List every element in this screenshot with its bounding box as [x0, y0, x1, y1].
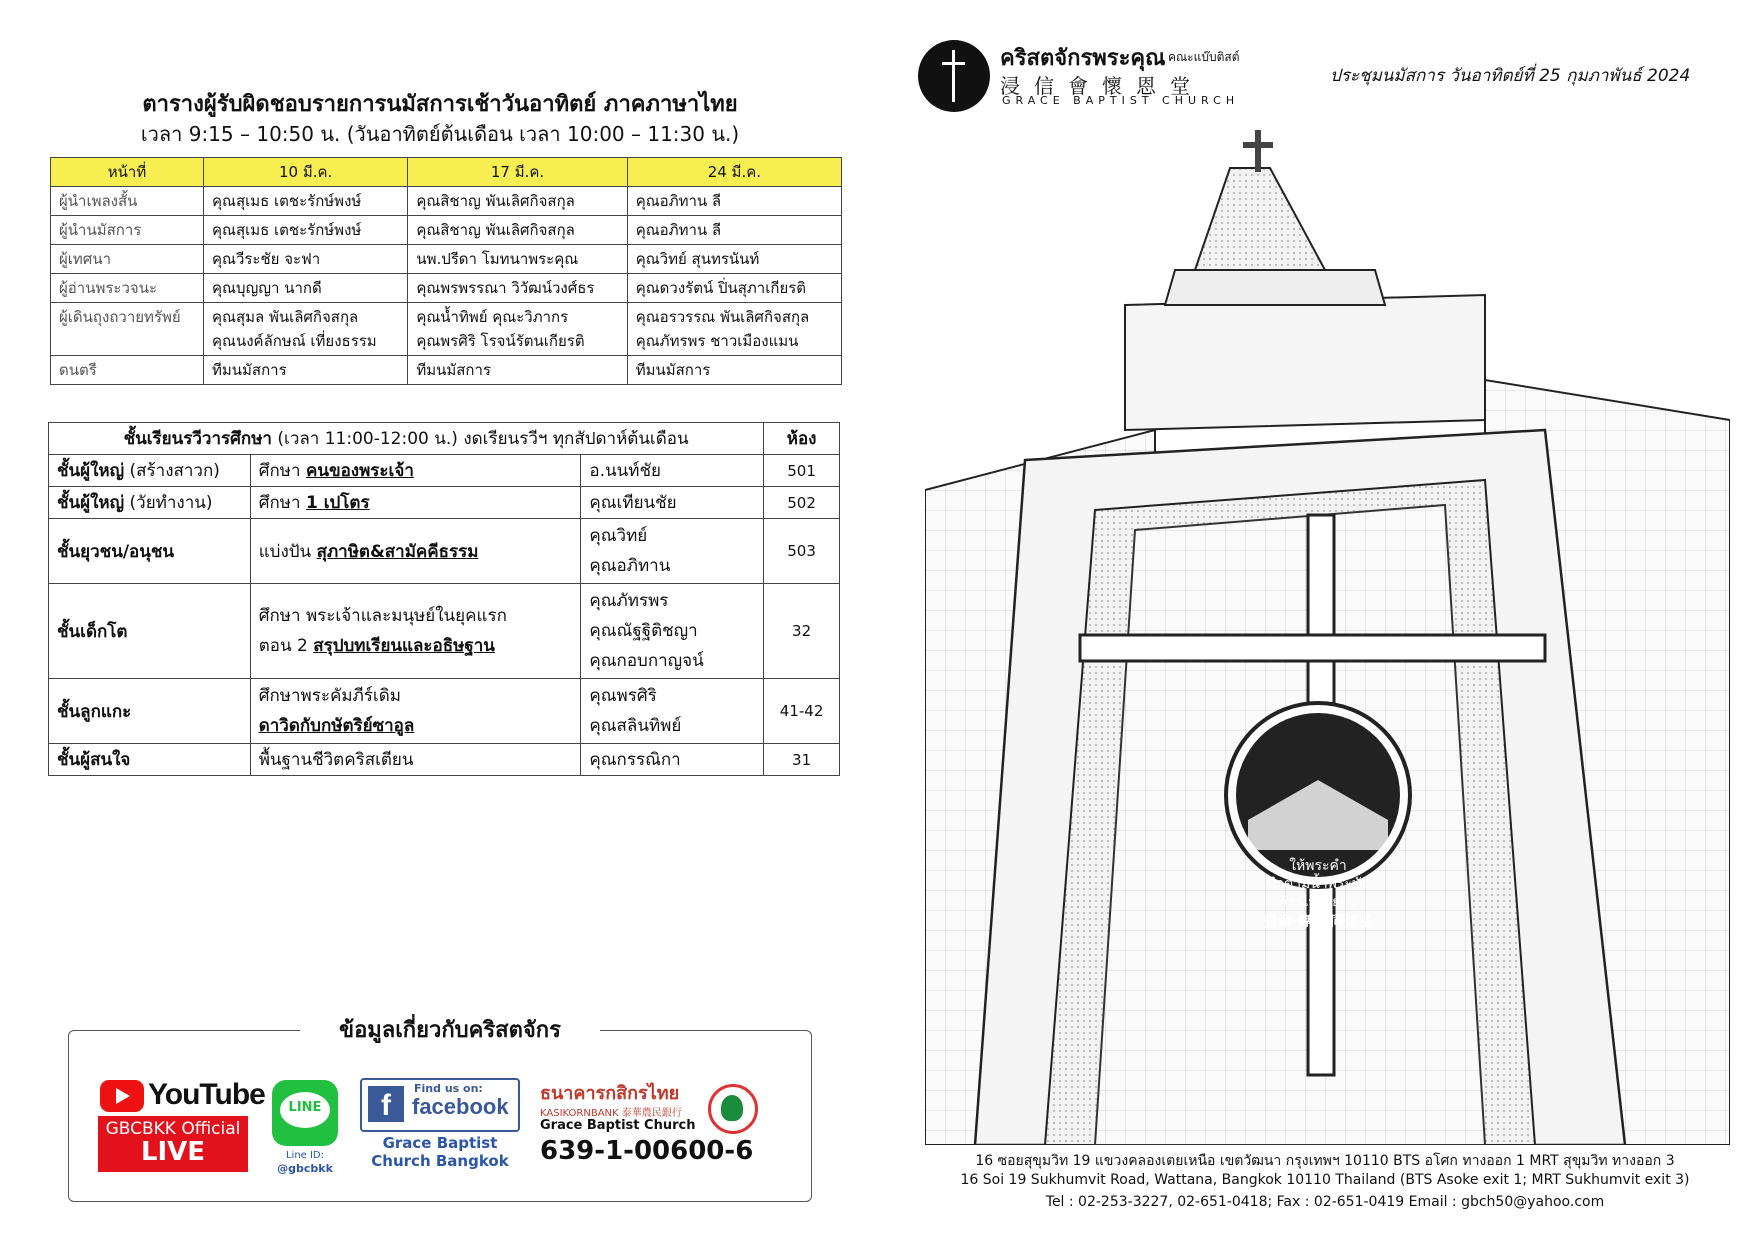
- person-cell: คุณสิชาญ พันเลิศกิจสกุล: [408, 187, 627, 216]
- header-role: หน้าที่: [51, 158, 204, 187]
- person-cell: คุณอภิทาน ลี: [627, 216, 841, 245]
- class-topic: พื้นฐานชีวิตคริสเตียน: [250, 744, 581, 776]
- teacher-name: คุณอภิทาน: [589, 556, 671, 576]
- role-cell: ผู้เดินถุงถวายทรัพย์: [51, 303, 204, 356]
- youtube-channel: GBCBKK Official: [105, 1119, 241, 1139]
- person-cell: คุณวีระชัย จะฟา: [204, 245, 408, 274]
- class-topic: [250, 455, 581, 487]
- topic-highlight: สุภาษิต&สามัคคีธรรม: [316, 541, 479, 562]
- church-logo-icon: [918, 40, 990, 112]
- person-cell: [408, 303, 627, 356]
- person-cell: [204, 303, 408, 356]
- teacher-name: คุณวิทย์: [589, 526, 648, 546]
- teacher-name: คุณณัฐฐิติชญา: [589, 621, 698, 641]
- class-header-row: [49, 423, 840, 455]
- facebook-box: [360, 1078, 520, 1132]
- table-row: [49, 679, 840, 744]
- class-name-sub: (วัยทำงาน): [124, 493, 213, 513]
- class-topic: [250, 487, 581, 519]
- person-cell: คุณสิชาญ พันเลิศกิจสกุล: [408, 216, 627, 245]
- kbank-logo-icon: [708, 1084, 758, 1134]
- table-row: [51, 187, 842, 216]
- person-cell: คุณอภิทาน ลี: [627, 187, 841, 216]
- table-row: [51, 356, 842, 385]
- teacher-name: คุณกอบกาญจน์: [589, 651, 704, 671]
- class-room: 41-42: [764, 679, 840, 744]
- person-cell: นพ.ปรีดา โมทนาพระคุณ: [408, 245, 627, 274]
- role-cell: ดนตรี: [51, 356, 204, 385]
- bank-account-name: Grace Baptist Church: [540, 1118, 696, 1133]
- contact-info: Tel : 02-253-3227, 02-651-0418; Fax : 02-651-0419 Email : gbch50@yahoo.com: [1045, 1194, 1605, 1210]
- topic-highlight: 1 เปโตร: [305, 493, 370, 513]
- church-name-th: คริสตจักรพระคุณ: [1000, 46, 1166, 71]
- person-cell: คุณสุเมธ เตชะรักษ์พงษ์: [204, 187, 408, 216]
- class-name-sub: (สร้างสาวก): [124, 461, 220, 481]
- topic-text: แบ่งปัน: [258, 541, 317, 562]
- schedule-table: [50, 157, 842, 385]
- church-name-zh: 浸信會懷恩堂: [1000, 74, 1204, 98]
- youtube-live: LIVE: [140, 1137, 206, 1167]
- room-header: ห้อง: [764, 423, 840, 455]
- person-cell: [627, 303, 841, 356]
- line-icon: [272, 1080, 338, 1146]
- bank-name-en: [540, 1104, 682, 1119]
- person-name: คุณสุมล พันเลิศกิจสกุล: [212, 308, 359, 326]
- class-header-note: (เวลา 11:00-12:00 น.) งดเรียนรวีฯ ทุกสัปดาห์ต้นเดือน: [271, 429, 689, 449]
- youtube-badge[interactable]: [98, 1078, 265, 1172]
- header-date: 17 มี.ค.: [408, 158, 627, 187]
- facebook-page-name: Church Bangkok: [371, 1152, 509, 1170]
- facebook-page-name: Grace Baptist: [382, 1134, 498, 1152]
- person-cell: คุณบุญญา นากดี: [204, 274, 408, 303]
- class-teacher: คุณเทียนชัย: [581, 487, 764, 519]
- person-cell: คุณดวงรัตน์ ปิ่นสุภาเกียรติ: [627, 274, 841, 303]
- class-topic: [250, 584, 581, 679]
- class-room: 32: [764, 584, 840, 679]
- table-row: [51, 216, 842, 245]
- facebook-badge[interactable]: [360, 1078, 520, 1178]
- topic-text: ตอน 2: [258, 636, 314, 656]
- facebook-find: Find us on:: [414, 1082, 483, 1095]
- class-header: [49, 423, 764, 455]
- table-row: [49, 584, 840, 679]
- class-teacher: อ.นนท์ชัย: [581, 455, 764, 487]
- church-name-en: GRACE BAPTIST CHURCH: [1002, 94, 1240, 107]
- topic-text: ศึกษา: [258, 493, 306, 513]
- person-cell: ทีมนมัสการ: [204, 356, 408, 385]
- bank-name-en-text: KASIKORNBANK: [540, 1108, 619, 1119]
- line-badge[interactable]: [272, 1080, 342, 1176]
- church-building-illustration: [925, 130, 1730, 1145]
- emblem-text: นำตามน้ำพระทัย: [1266, 876, 1370, 892]
- class-header-bold: ชั้นเรียนรวีวารศึกษา: [123, 429, 272, 449]
- person-cell: คุณพรพรรณา วิวัฒน์วงศ์ธร: [408, 274, 627, 303]
- church-sub-th: คณะแบ๊บติสต์: [1168, 50, 1240, 64]
- emblem-text: ให้พระคำ: [1289, 858, 1347, 874]
- class-name-text: ชั้นผู้ใหญ่: [57, 461, 125, 481]
- role-cell: ผู้เทศนา: [51, 245, 204, 274]
- person-name: คุณน้ำทิพย์ คุณะวิภากร: [416, 308, 569, 326]
- class-teacher: [581, 584, 764, 679]
- schedule-title: ตารางผู้รับผิดชอบรายการนมัสการเช้าวันอาทิตย์ ภาคภาษาไทย: [142, 92, 738, 117]
- table-row: [49, 455, 840, 487]
- role-cell: ผู้อ่านพระวจนะ: [51, 274, 204, 303]
- class-room: 31: [764, 744, 840, 776]
- address-th: 16 ซอยสุขุมวิท 19 แขวงคลองเตยเหนือ เขตวัฒนา กรุงเทพฯ 10110 BTS อโศก ทางออก 1 MRT สุขุมวิท ทางออก 3: [975, 1153, 1675, 1169]
- person-cell: คุณสุเมธ เตชะรักษ์พงษ์: [204, 216, 408, 245]
- person-name: คุณภัทรพร ชาวเมืองแมน: [635, 332, 799, 350]
- line-id: @gbcbkk: [277, 1162, 333, 1175]
- teacher-name: คุณภัทรพร: [589, 591, 669, 611]
- teacher-name: คุณพรศิริ: [589, 686, 657, 706]
- facebook-icon: f: [368, 1086, 404, 1122]
- class-topic: [250, 679, 581, 744]
- table-row: [49, 744, 840, 776]
- facebook-brand: facebook: [412, 1094, 509, 1119]
- class-name: ชั้นยุวชน/อนุชน: [49, 519, 251, 584]
- class-room: 502: [764, 487, 840, 519]
- table-row: [51, 303, 842, 356]
- bank-info: [540, 1078, 780, 1178]
- class-room: 503: [764, 519, 840, 584]
- role-cell: ผู้นำเพลงสั้น: [51, 187, 204, 216]
- topic-highlight: สรุปบทเรียนและอธิษฐาน: [313, 636, 495, 656]
- schedule-header-row: [51, 158, 842, 187]
- emblem-text: 靈命·傳福·同建基: [1263, 914, 1373, 930]
- meeting-date: ประชุมนมัสการ วันอาทิตย์ที่ 25 กุมภาพันธ์ 2024: [1330, 66, 1691, 86]
- class-topic: [250, 519, 581, 584]
- topic-text: ศึกษา พระเจ้าและมนุษย์ในยุคแรก: [258, 606, 507, 626]
- class-teacher: [581, 519, 764, 584]
- table-row: [51, 245, 842, 274]
- sunday-school-table: [48, 422, 840, 776]
- class-name: [49, 487, 251, 519]
- person-cell: คุณวิทย์ สุนทรนันท์: [627, 245, 841, 274]
- header-date: 24 มี.ค.: [627, 158, 841, 187]
- schedule-time: เวลา 9:15 – 10:50 น. (วันอาทิตย์ต้นเดือน เวลา 10:00 – 11:30 น.): [140, 122, 740, 146]
- person-name: คุณพรศิริ โรจน์รัตนเกียรติ: [416, 332, 585, 350]
- bank-account-number: 639-1-00600-6: [540, 1136, 754, 1166]
- youtube-brand: YouTube: [148, 1078, 265, 1111]
- role-cell: ผู้นำนมัสการ: [51, 216, 204, 245]
- topic-text: ศึกษาพระคัมภีร์เดิม: [258, 686, 401, 706]
- topic-text: ศึกษา: [258, 461, 306, 481]
- class-room: 501: [764, 455, 840, 487]
- class-name: ชั้นลูกแกะ: [49, 679, 251, 744]
- class-name: ชั้นผู้สนใจ: [49, 744, 251, 776]
- class-name: ชั้นเด็กโต: [49, 584, 251, 679]
- line-id-label: Line ID:: [285, 1150, 325, 1161]
- person-name: คุณนงค์ลักษณ์ เที่ยงธรรม: [212, 332, 377, 350]
- topic-highlight: ดาวิดกับกษัตริย์ซาอูล: [258, 716, 415, 736]
- church-info-title: ข้อมูลเกี่ยวกับคริสตจักร: [300, 1012, 600, 1047]
- person-name: คุณอรวรรณ พันเลิศกิจสกุล: [635, 308, 810, 326]
- bank-name-zh: 泰華農民銀行: [621, 1108, 682, 1119]
- bank-name-th: ธนาคารกสิกรไทย: [540, 1083, 680, 1104]
- youtube-live-box: [98, 1116, 248, 1172]
- youtube-icon: [100, 1080, 144, 1112]
- header-date: 10 มี.ค.: [204, 158, 408, 187]
- address-en: 16 Soi 19 Sukhumvit Road, Wattana, Bangkok 10110 Thailand (BTS Asoke exit 1; MRT Sukhumvit exit 3): [960, 1172, 1690, 1188]
- class-teacher: [581, 679, 764, 744]
- teacher-name: คุณสลินทิพย์: [589, 716, 682, 736]
- emblem-text: ก้าวไปด้วยกัน: [1279, 895, 1357, 910]
- person-cell: ทีมนมัสการ: [408, 356, 627, 385]
- class-name-text: ชั้นผู้ใหญ่: [57, 493, 125, 513]
- line-brand: LINE: [288, 1100, 322, 1115]
- class-teacher: คุณกรรณิกา: [581, 744, 764, 776]
- class-name: [49, 455, 251, 487]
- person-cell: ทีมนมัสการ: [627, 356, 841, 385]
- table-row: [49, 487, 840, 519]
- topic-line: [259, 631, 573, 661]
- topic-highlight: คนของพระเจ้า: [305, 461, 414, 481]
- table-row: [49, 519, 840, 584]
- table-row: [51, 274, 842, 303]
